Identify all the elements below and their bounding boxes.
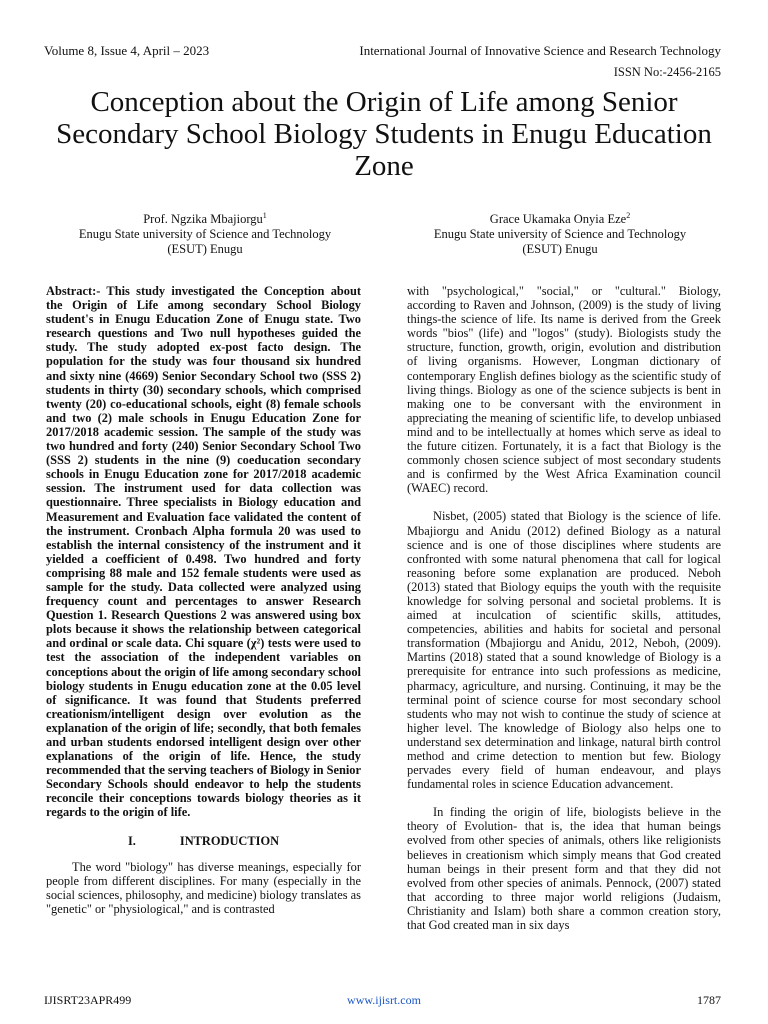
author-2-name: Grace Ukamaka Onyia Eze xyxy=(489,212,627,226)
journal-name: International Journal of Innovative Science and Research Technology xyxy=(359,43,721,58)
author-1-short: (ESUT) Enugu xyxy=(167,242,243,256)
author-1-name-line xyxy=(55,212,355,227)
paragraph-2: Nisbet, (2005) stated that Biology is the science of life. Mbajiorgu and Anidu (2012) defined Biology as a natural science and is one of those disciplines where students are confronted with some natural phenomena that call for logical reasoning before some explanation are produced. Neboh (2013) stated that Biology equips the youth with the requisite knowledge for solving personal and societal problems. It is aimed at inculcation of scientific skills, attitudes, competencies, abilities and habits for societal and personal transformation (Mbajiorgu and Anidu, 2012, Neboh, (2009). Martins (2018) stated that a sound knowledge of Biology is a prerequisite for entrance into such professions as medicine, pharmacy, agriculture, and nursing. Continuing, it may be the terminal point of science course for most secondary school students who may not wish to continue the study of science at higher level. The knowledge of Biology also helps one to understand sex determination and linkage, natural birth control method and crime detection to mention but few. Biology pervades every field of human endeavour, and plays fundamental roles in science Education advancement. xyxy=(407,509,721,792)
author-2-name-line xyxy=(410,212,710,227)
section-title: INTRODUCTION xyxy=(179,833,280,848)
author-1-sup: 1 xyxy=(262,210,267,220)
journal-url[interactable]: www.ijisrt.com xyxy=(347,993,421,1007)
paper-id: IJISRT23APR499 xyxy=(44,993,132,1007)
author-1 xyxy=(55,212,355,257)
author-1-affiliation: Enugu State university of Science and Technology xyxy=(78,227,332,241)
author-2-sup: 2 xyxy=(626,210,631,220)
author-2-affiliation: Enugu State university of Science and Technology xyxy=(433,227,687,241)
issn: ISSN No:-2456-2165 xyxy=(613,65,721,79)
volume-issue: Volume 8, Issue 4, April – 2023 xyxy=(44,43,210,58)
right-column xyxy=(407,284,721,932)
page-number: 1787 xyxy=(697,993,721,1007)
section-number: I. xyxy=(127,833,136,848)
abstract: Abstract:- This study investigated the Conception about the Origin of Life among secondary School Biology student's in Enugu Education Zone of Enugu state. Two research questions and Two null hypotheses guided the study. The study adopted ex-post facto design. The population for the study was four thousand six hundred and sixty nine (4669) Senior Secondary School two (SSS 2) students in thirty (30) secondary schools, which comprised twenty (20) co-educational schools, eight (8) female schools and two (2) male schools in Enugu Education Zone for 2017/2018 academic session. The sample of the study was two hundred and forty (240) Senior Secondary School Two (SSS 2) students in the nine (9) coeducation secondary schools in Enugu Education zone for 2017/2018 academic session. The instrument used for data collection was questionnaire. Three specialists in Biology education and Measurement and Evaluation face validated the content of the instrument. Cronbach Alpha formula 20 was used to establish the internal consistency of the instrument and it yielded a coefficient of 0.498. Two hundred and forty comprising 88 male and 152 female students were used as sample for the study. Data collected were analyzed using frequency count and percentages to answer Research Question 1. Research Questions 2 was answered using box plots because it shows the relationship between categorical and ordinal or scale data. Chi square (χ²) tests were used to test the association of the independent variables on conceptions about the origin of life among secondary school biology students in Enugu education zone at the 0.05 level of significance. It was found that Students preferred creationism/intelligent design over evolution as the explanation of the origin of life; secondly, that both females and urban students endorsed intelligent design over other explanations of the origin of life. Hence, the study recommended that the serving teachers of Biology in Senior Secondary Schools should endeavor to help the students reconcile their conceptions towards biology theories as it regards to the origin of life. xyxy=(46,284,362,820)
author-2 xyxy=(410,212,710,257)
paper-title: Conception about the Origin of Life among Senior Secondary School Biology Students in Enugu Education Zone xyxy=(56,86,712,182)
left-column xyxy=(46,284,361,916)
paragraph-1: with "psychological," "social," or "cultural." Biology, according to Raven and Johnson, (2009) is the study of living things-the science of life. Its name is derived from the Greek words "bios" (life) and "logos" (study). Biologists study the structure, function, growth, origin, evolution and distribution of living organisms. However, Longman dictionary of contemporary English defines biology as the scientific study of living things. Biology as one of the science subjects is bent in making one to be conversant with the environment in appreciating the meaning of scientific life, to develop unbiased mind and to be intellectually at homes which serve as ideal to the future citizen. Fortunately, it is a fact that Biology is the commonly chosen science subject of most secondary students and is confirmed by the West Africa Examination council (WAEC) record. xyxy=(407,284,721,496)
author-1-name: Prof. Ngzika Mbajiorgu xyxy=(143,212,263,226)
section-heading xyxy=(46,834,361,848)
intro-paragraph: The word "biology" has diverse meanings, especially for people from different disciplines. For many (especially in the social sciences, philosophy, and medicine) biology translates as "genetic" or "physiological," and is contrasted xyxy=(46,859,361,916)
paragraph-3: In finding the origin of life, biologists believe in the theory of Evolution- that is, the idea that human beings evolved from other species of animals, others like religionists believes in creationism which simply means that God created human beings in their present form and that they did not evolved from other species of animals. Pennock, (2007) stated that according to three major world religions (Judaism, Christianity and Islam) both share a common creation story, that God created man in six days xyxy=(407,805,721,933)
author-2-short: (ESUT) Enugu xyxy=(522,242,598,256)
